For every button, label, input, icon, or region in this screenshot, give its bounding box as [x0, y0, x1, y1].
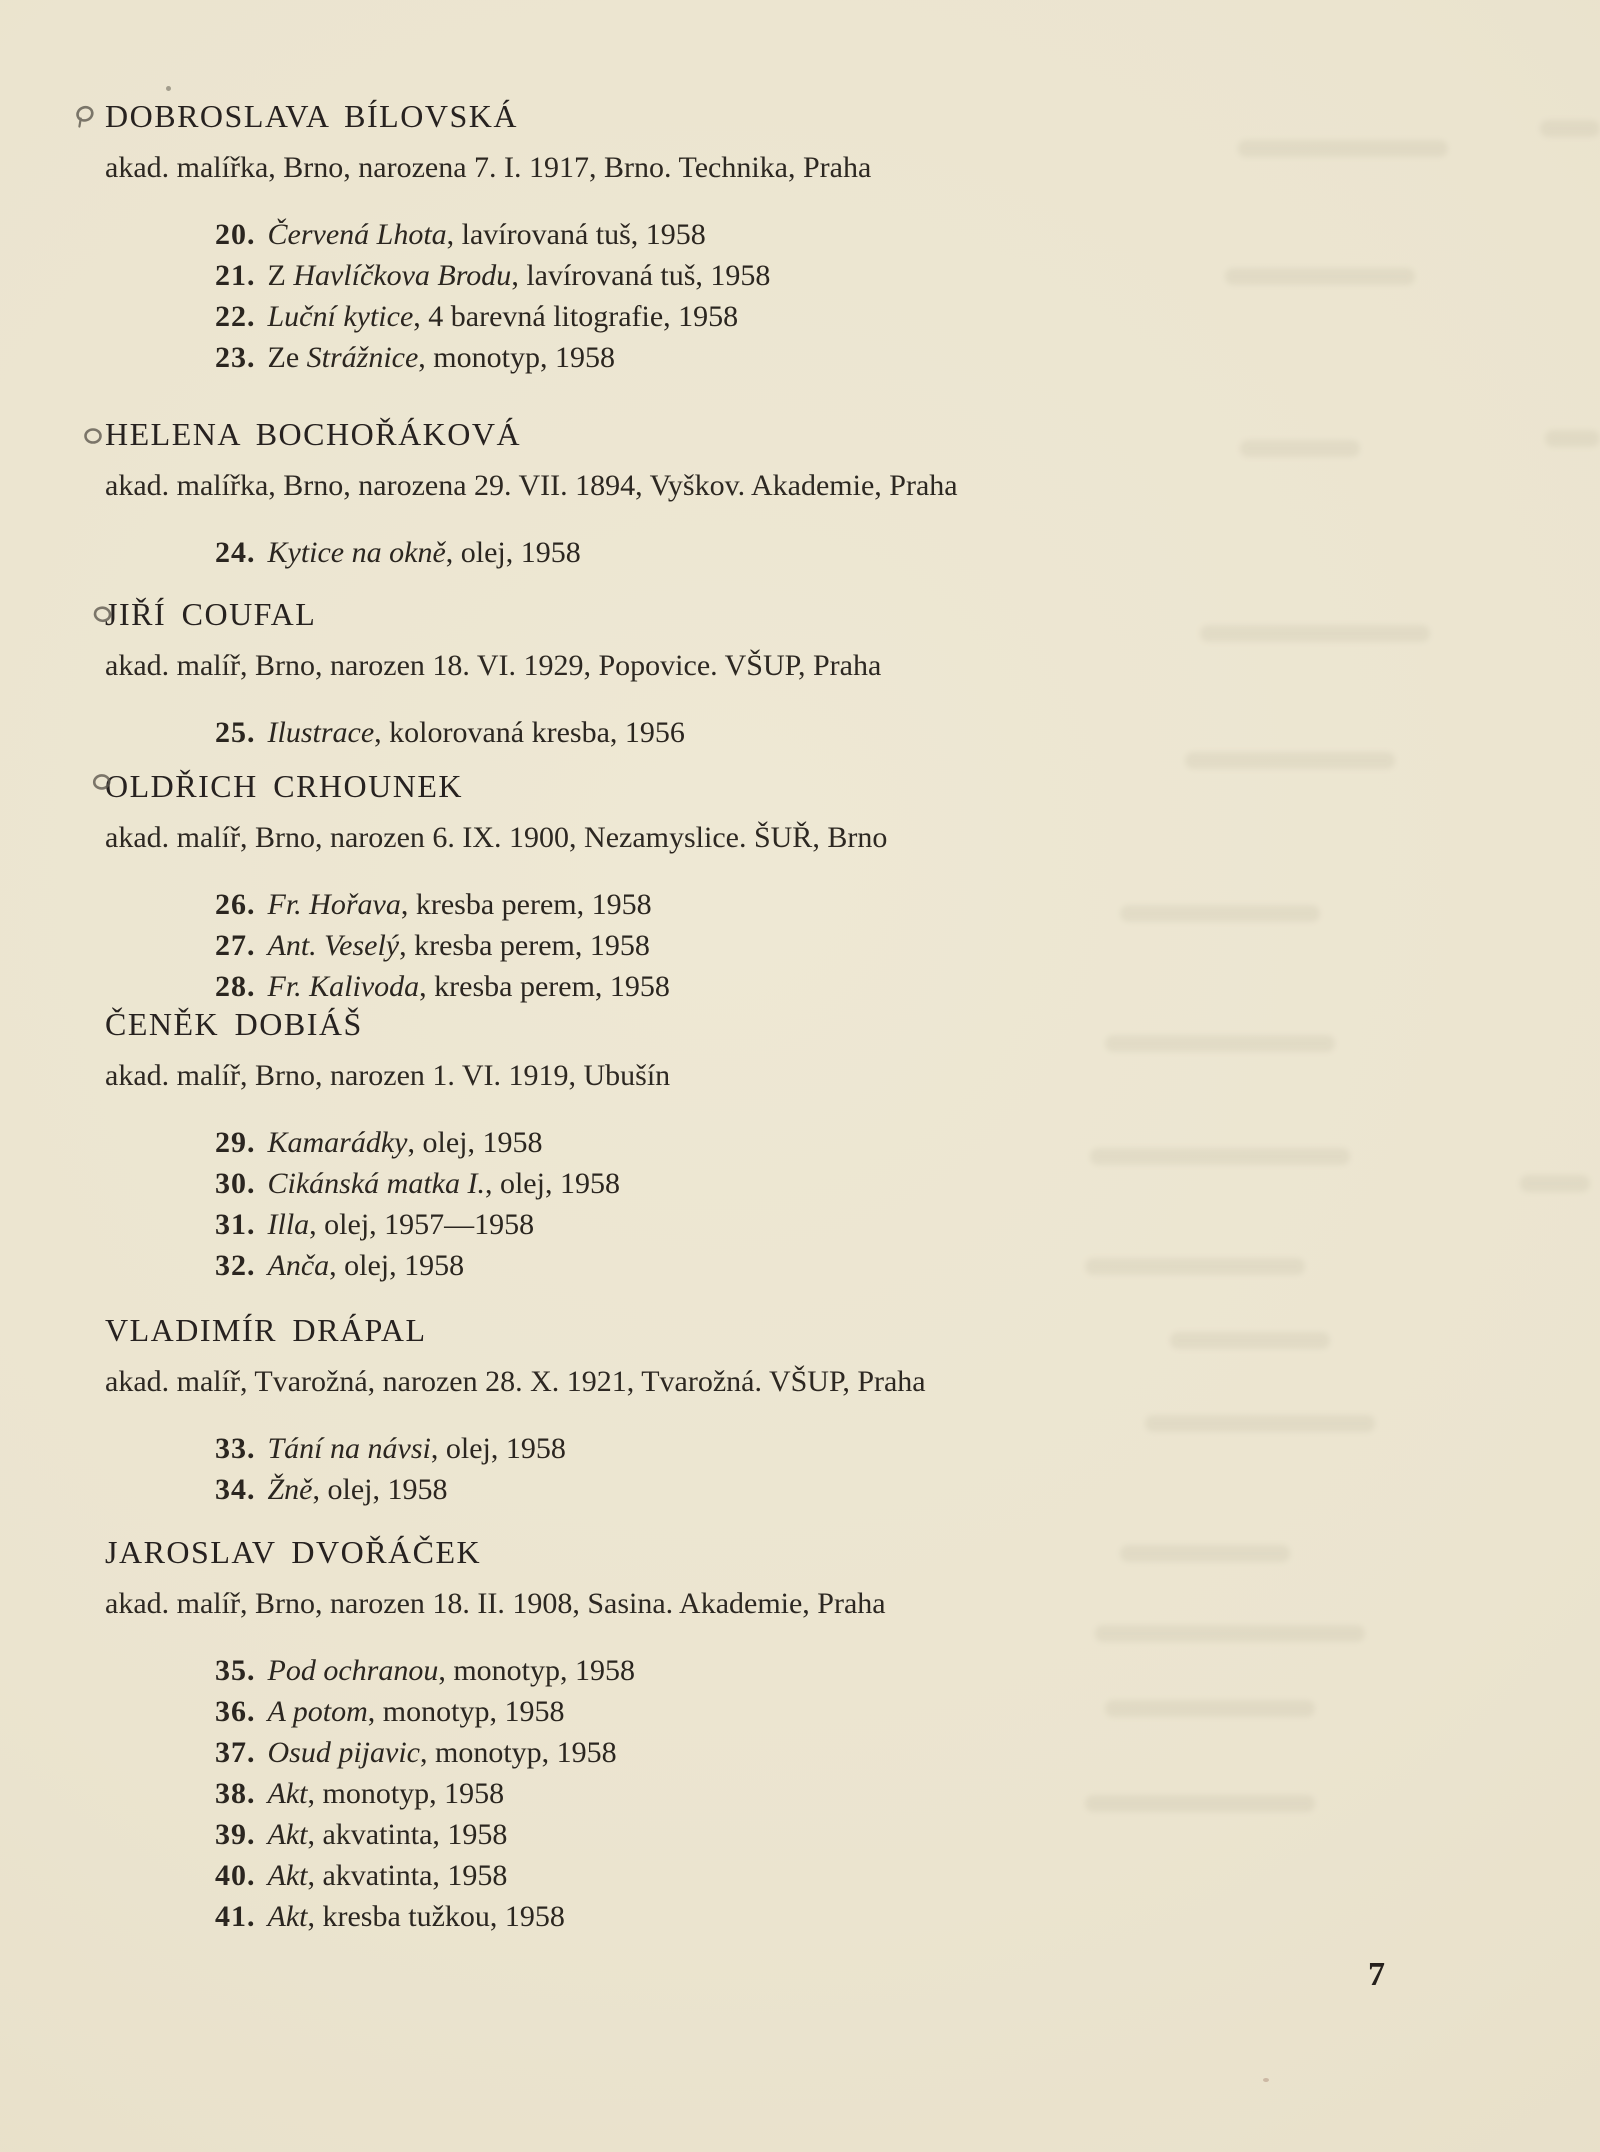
work-details: , olej, 1958	[407, 1126, 543, 1159]
work-details: , akvatinta, 1958	[307, 1859, 508, 1892]
work-title: Kamarádky	[267, 1126, 408, 1159]
work-number: 31.	[215, 1208, 256, 1241]
work-title: Pod ochranou	[267, 1654, 439, 1687]
work-number: 37.	[215, 1736, 256, 1769]
work-number: 27.	[215, 929, 256, 962]
work-number: 20.	[215, 218, 256, 251]
work-item	[215, 712, 1405, 753]
page-number: 7	[1368, 1956, 1385, 1993]
artist-name: DOBROSLAVA BÍLOVSKÁ	[105, 98, 518, 134]
work-number: 38.	[215, 1777, 256, 1810]
work-item	[215, 884, 1405, 925]
work-title: Ilustrace	[267, 716, 375, 749]
work-details: , olej, 1958	[329, 1249, 465, 1282]
work-number: 21.	[215, 259, 256, 292]
work-details: , olej, 1958	[484, 1167, 620, 1200]
work-number: 22.	[215, 300, 256, 333]
work-title: Cikánská matka I.	[267, 1167, 485, 1200]
work-title: Ant. Veselý	[267, 929, 400, 962]
work-details: , lavírovaná tuš, 1958	[511, 259, 771, 292]
work-title: Luční kytice	[267, 300, 414, 333]
work-details: , monotyp, 1958	[418, 341, 615, 374]
work-number: 26.	[215, 888, 256, 921]
work-details: , monotyp, 1958	[307, 1777, 505, 1810]
work-title: Červená Lhota	[267, 218, 447, 251]
catalog-entry	[105, 1532, 1405, 1937]
work-item	[215, 532, 1405, 573]
artist-name: HELENA BOCHOŘÁKOVÁ	[105, 416, 522, 452]
work-title: Akt	[267, 1777, 308, 1810]
artist-bio: akad. malíř, Brno, narozen 18. II. 1908, Sasina. Akademie, Praha	[105, 1587, 886, 1620]
work-title: Fr. Hořava	[267, 888, 401, 921]
work-details: , olej, 1958	[445, 536, 581, 569]
artist-bio: akad. malíř, Brno, narozen 18. VI. 1929, Popovice. VŠUP, Praha	[105, 649, 882, 682]
catalog-entry	[105, 594, 1405, 753]
work-title: Illa	[267, 1208, 310, 1241]
work-number: 33.	[215, 1432, 256, 1465]
work-number: 29.	[215, 1126, 256, 1159]
work-item	[215, 1691, 1405, 1732]
works-list	[105, 532, 1405, 573]
work-title-prefix: Z	[267, 259, 294, 292]
works-list	[105, 1428, 1405, 1510]
work-details: , kresba tužkou, 1958	[307, 1900, 565, 1933]
work-number: 23.	[215, 341, 256, 374]
artist-name: OLDŘICH CRHOUNEK	[105, 768, 463, 804]
work-number: 25.	[215, 716, 256, 749]
works-list	[105, 884, 1405, 1007]
bleed-through-smudge	[1545, 430, 1600, 447]
paper-speck	[1263, 2078, 1269, 2082]
artist-bio: akad. malíř, Brno, narozen 6. IX. 1900, Nezamyslice. ŠUŘ, Brno	[105, 821, 888, 854]
work-title: Akt	[267, 1859, 308, 1892]
work-details: , lavírovaná tuš, 1958	[446, 218, 706, 251]
work-item	[215, 1650, 1405, 1691]
work-details: , akvatinta, 1958	[307, 1818, 508, 1851]
work-title-prefix: Ze	[267, 341, 307, 374]
work-item	[215, 1204, 1405, 1245]
catalog-entry	[105, 1004, 1405, 1286]
work-details: , monotyp, 1958	[419, 1736, 617, 1769]
bleed-through-smudge	[1520, 1175, 1590, 1192]
paper-speck	[166, 86, 171, 91]
work-title: Kytice na okně	[267, 536, 446, 569]
work-title: Havlíčkova Brodu	[293, 259, 512, 292]
work-number: 24.	[215, 536, 256, 569]
work-item	[215, 1855, 1405, 1896]
work-item	[215, 1428, 1405, 1469]
work-item	[215, 1469, 1405, 1510]
pencil-mark-icon	[88, 771, 114, 799]
work-number: 28.	[215, 970, 256, 1003]
artist-bio: akad. malířka, Brno, narozena 29. VII. 1894, Vyškov. Akademie, Praha	[105, 469, 958, 502]
work-number: 30.	[215, 1167, 256, 1200]
bleed-through-smudge	[1540, 120, 1600, 137]
work-number: 32.	[215, 1249, 256, 1282]
work-details: , kresba perem, 1958	[399, 929, 650, 962]
work-number: 41.	[215, 1900, 256, 1933]
work-item	[215, 296, 1405, 337]
work-title: A potom	[267, 1695, 368, 1728]
work-item	[215, 1773, 1405, 1814]
artist-bio: akad. malíř, Tvarožná, narozen 28. X. 1921, Tvarožná. VŠUP, Praha	[105, 1365, 926, 1398]
works-list	[105, 712, 1405, 753]
work-item	[215, 1163, 1405, 1204]
work-item	[215, 337, 1405, 378]
work-item	[215, 925, 1405, 966]
work-title: Akt	[267, 1818, 308, 1851]
work-details: , olej, 1957—1958	[309, 1208, 535, 1241]
work-title: Žně	[267, 1473, 313, 1506]
work-item	[215, 214, 1405, 255]
work-title: Tání na návsi	[267, 1432, 431, 1465]
work-details: , monotyp, 1958	[367, 1695, 565, 1728]
artist-name: JIŘÍ COUFAL	[105, 596, 317, 632]
work-details: , olej, 1958	[430, 1432, 566, 1465]
works-list	[105, 1650, 1405, 1937]
work-number: 34.	[215, 1473, 256, 1506]
artist-name: JAROSLAV DVOŘÁČEK	[105, 1534, 482, 1570]
pencil-mark-icon	[69, 101, 100, 134]
work-details: , kolorovaná kresba, 1956	[374, 716, 685, 749]
work-details: , olej, 1958	[312, 1473, 448, 1506]
work-item	[215, 255, 1405, 296]
work-title: Strážnice	[306, 341, 419, 374]
work-title: Osud pijavic	[267, 1736, 420, 1769]
work-details: , 4 barevná litografie, 1958	[413, 300, 739, 333]
pencil-mark-icon	[80, 426, 104, 452]
work-details: , kresba perem, 1958	[419, 970, 670, 1003]
artist-name: ČENĚK DOBIÁŠ	[105, 1006, 363, 1042]
works-list	[105, 1122, 1405, 1286]
work-item	[215, 1732, 1405, 1773]
artist-bio: akad. malířka, Brno, narozena 7. I. 1917, Brno. Technika, Praha	[105, 151, 872, 184]
pencil-mark-icon	[87, 602, 115, 632]
work-details: , kresba perem, 1958	[400, 888, 652, 921]
work-title: Akt	[267, 1900, 308, 1933]
work-number: 36.	[215, 1695, 256, 1728]
works-list	[105, 214, 1405, 378]
work-item	[215, 1245, 1405, 1286]
catalog-entry	[105, 96, 1405, 378]
catalog-entry	[105, 1310, 1405, 1510]
work-title: Fr. Kalivoda	[267, 970, 420, 1003]
work-number: 35.	[215, 1654, 256, 1687]
catalog-entry	[105, 414, 1405, 573]
work-item	[215, 1122, 1405, 1163]
work-details: , monotyp, 1958	[438, 1654, 635, 1687]
work-item	[215, 966, 1405, 1007]
work-item	[215, 1896, 1405, 1937]
artist-name: VLADIMÍR DRÁPAL	[105, 1312, 427, 1348]
work-item	[215, 1814, 1405, 1855]
work-number: 40.	[215, 1859, 256, 1892]
work-number: 39.	[215, 1818, 256, 1851]
artist-bio: akad. malíř, Brno, narozen 1. VI. 1919, Ubušín	[105, 1059, 671, 1092]
catalog-entry	[105, 766, 1405, 1007]
work-title: Anča	[267, 1249, 330, 1282]
